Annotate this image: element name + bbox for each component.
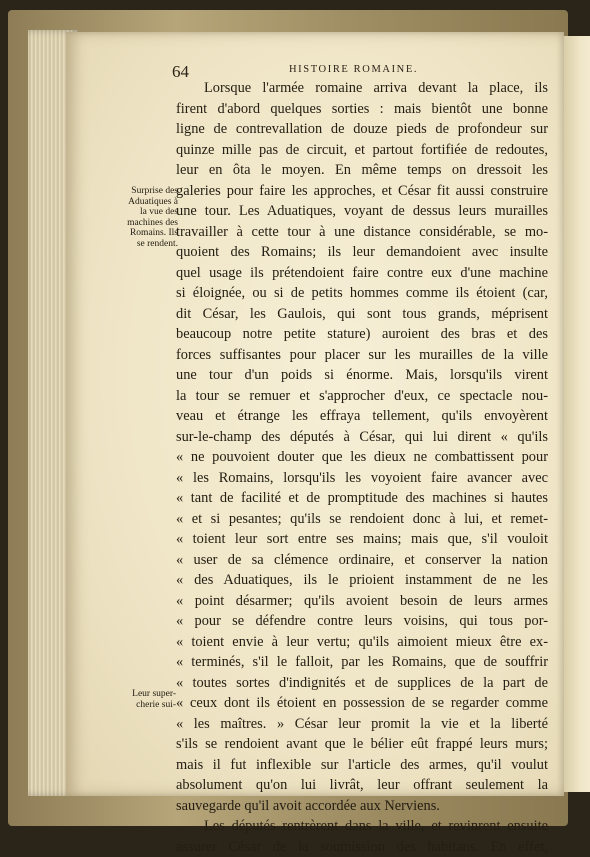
text-line: sur-le-champ des députés à César, qui lui dirent « qu'ils: [176, 427, 548, 448]
margin-note-supercherie: [110, 689, 176, 710]
text-line: leur en ôta le moyen. En même temps on dressoit les: [176, 160, 548, 181]
text-line: assurer César de la soumission des habitans. En effet,: [176, 837, 548, 857]
text-line: « terminés, s'il le falloit, par les Romains, que de souffrir: [176, 652, 548, 673]
text-line: ligne de contrevallation de douze pieds de profondeur sur: [176, 119, 548, 140]
text-line: Lorsque l'armée romaine arriva devant la place, ils: [176, 78, 548, 99]
text-line: quel usage ils prétendoient faire contre eux d'une machine: [176, 263, 548, 284]
text-line: travailler à cette tour à une distance considérable, se mo-: [176, 222, 548, 243]
margin-note-line: Leur super-: [110, 689, 176, 700]
text-line: galeries pour faire les approches, et César fit aussi construire: [176, 181, 548, 202]
text-line: si éloignée, ou si de petits hommes comme ils étoient (car,: [176, 283, 548, 304]
text-line: Les députés rentrèrent dans la ville, et revinrent ensuite: [176, 816, 548, 837]
margin-note-line: machines des: [112, 218, 178, 229]
text-line: quinze mille pas de circuit, et partout fortifiée de redoutes,: [176, 140, 548, 161]
text-line: une tour. Les Aduatiques, voyant de dessus leurs murailles: [176, 201, 548, 222]
text-line: absolument qu'on lui livrât, leur offrant seulement la: [176, 775, 548, 796]
text-line: mais il fut inflexible sur l'article des armes, qu'il voulut: [176, 755, 548, 776]
body-text: [176, 78, 548, 857]
margin-note-line: Aduatiques à: [112, 197, 178, 208]
text-line: « pour se défendre contre leurs voisins, qui tous por-: [176, 611, 548, 632]
text-line: « et si pesantes; qu'ils se rendoient donc à lui, et remet-: [176, 509, 548, 530]
text-line: la tour se remuer et s'approcher d'eux, ce spectacle nou-: [176, 386, 548, 407]
text-line: une tour d'un poids si énorme. Mais, lorsqu'ils virent: [176, 365, 548, 386]
text-line: « toient envie à leur vertu; qu'ils aimoient mieux être ex-: [176, 632, 548, 653]
text-line: « toutes sortes d'indignités et de supplices de la part de: [176, 673, 548, 694]
margin-note-line: se rendent.: [112, 239, 178, 250]
text-line: firent d'abord quelques sorties : mais bientôt une bonne: [176, 99, 548, 120]
text-line: « ne pouvoient douter que les dieux ne combattissent pour: [176, 447, 548, 468]
text-line: quoient des Romains; ils leur demandoient avec insulte: [176, 242, 548, 263]
text-line: « point désarmer; qu'ils avoient besoin de leurs armes: [176, 591, 548, 612]
text-line: « user de sa clémence ordinaire, et conserver la nation: [176, 550, 548, 571]
margin-note-line: la vue des: [112, 207, 178, 218]
text-line: sauvegarde qu'il avoit accordée aux Nerviens.: [176, 796, 548, 817]
facing-page-edge: [564, 36, 590, 792]
text-line: dit César, les Gaulois, qui sont tous grands, méprisent: [176, 304, 548, 325]
text-line: s'ils se rendoient avant que le bélier eût frappé leurs murs;: [176, 734, 548, 755]
text-line: « des Aduatiques, ils le prioient instamment de ne les: [176, 570, 548, 591]
text-line: forces suffisantes pour placer sur les murailles de la ville: [176, 345, 548, 366]
margin-note-line: Romains. Ils: [112, 228, 178, 239]
margin-note-surprise: [112, 186, 178, 249]
text-line: veau et étrange les effraya tellement, qu'ils envoyèrent: [176, 406, 548, 427]
margin-note-line: cherie sui-: [110, 700, 176, 711]
text-line: beaucoup notre petite stature) auroient des bras et des: [176, 324, 548, 345]
text-line: « toient leur sort entre ses mains; mais que, s'il vouloit: [176, 529, 548, 550]
text-line: « les Romains, lorsqu'ils les voyoient faire avancer avec: [176, 468, 548, 489]
text-line: « les maîtres. » César leur promit la vie et la liberté: [176, 714, 548, 735]
running-head: HISTOIRE ROMAINE.: [289, 64, 418, 75]
text-line: « tant de facilité et de promptitude des machines si hautes: [176, 488, 548, 509]
page-number: 64: [172, 62, 189, 82]
text-line: « ceux dont ils étoient en possession de se regarder comme: [176, 693, 548, 714]
margin-note-line: Surprise des: [112, 186, 178, 197]
